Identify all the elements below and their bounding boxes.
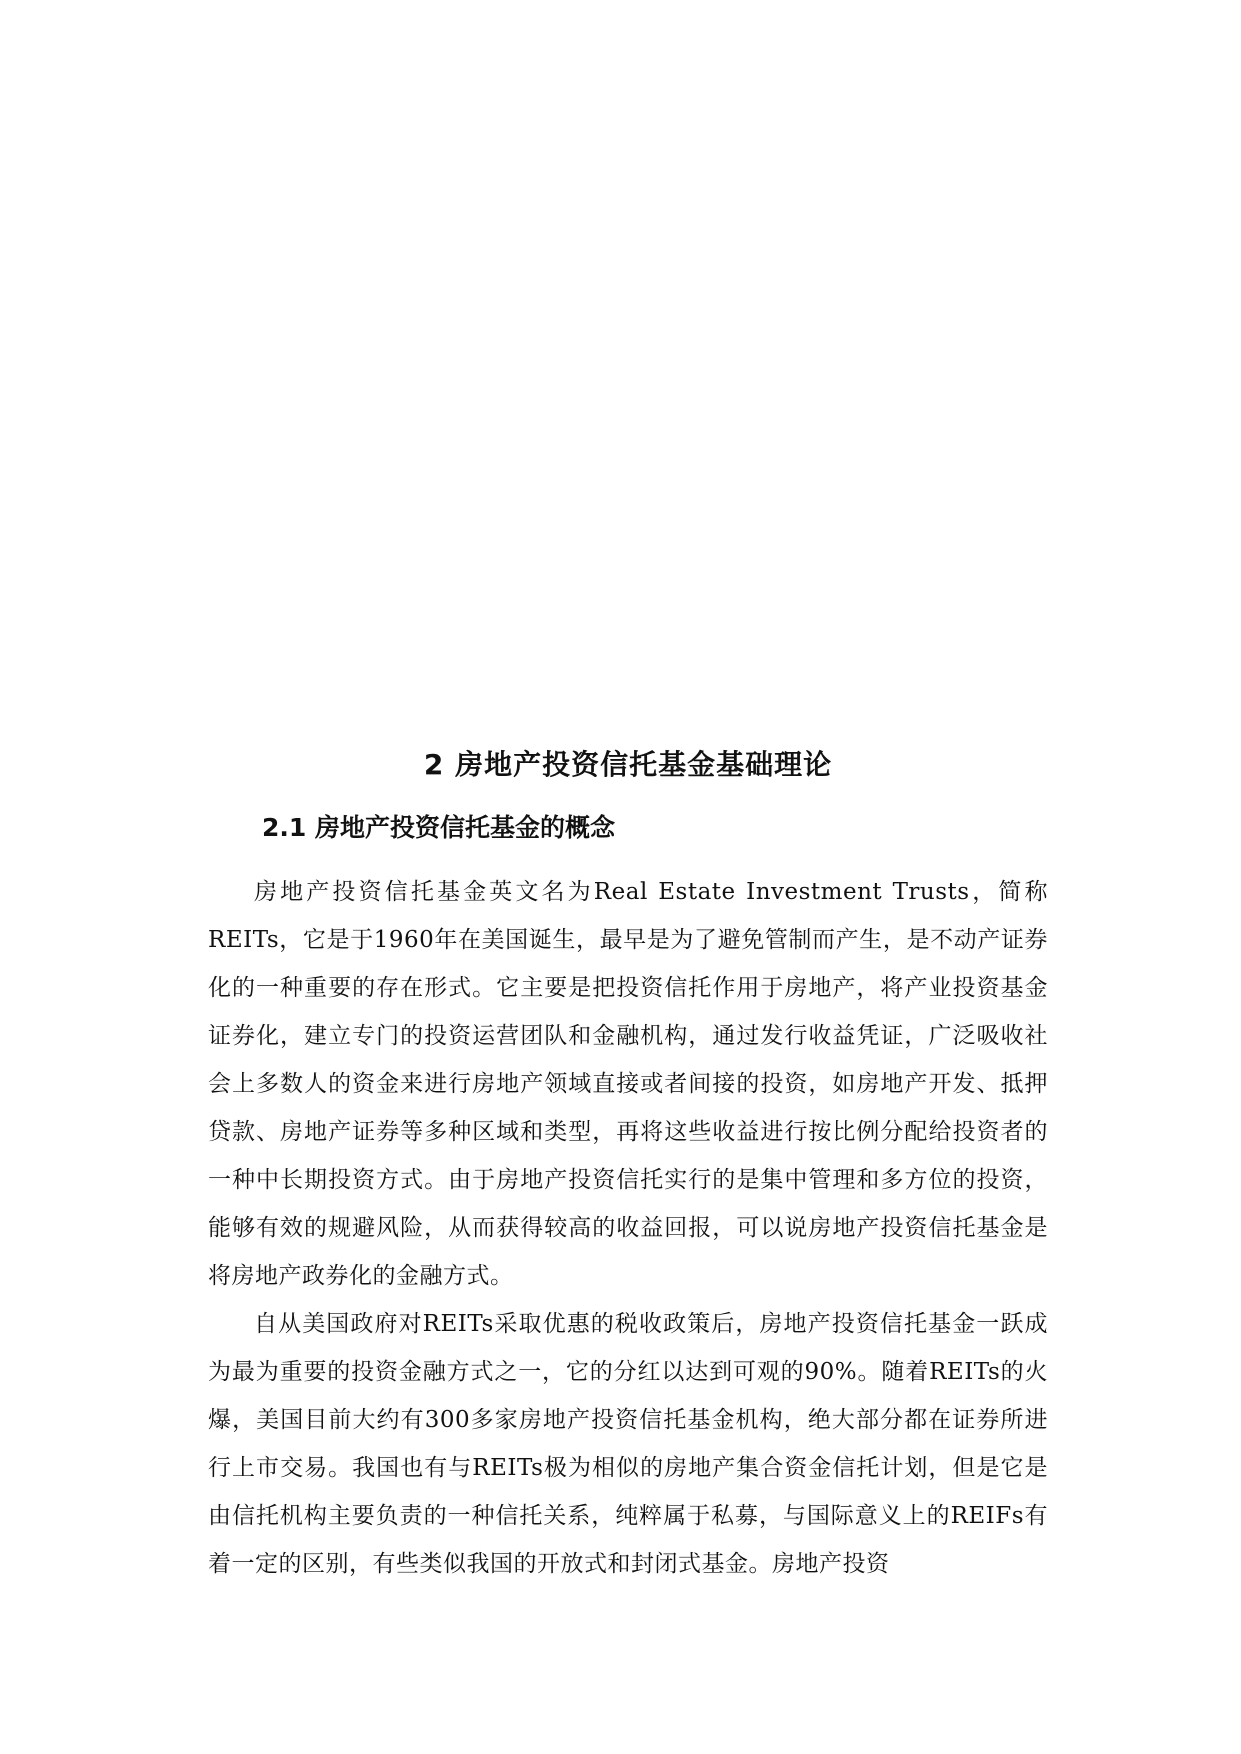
paragraph-reits-definition: 房地产投资信托基金英文名为Real Estate Investment Trusts，简称REITs，它是于1960年在美国诞生，最早是为了避免管制而产生，是不动产证券化的一种重要的存在形式。它主要是把投资信托作用于房地产，将产业投资基金证券化，建立专门的投资运营团队和金融机构，通过发行收益凭证，广泛吸收社会上多数人的资金来进行房地产领域直接或者间接的投资，如房地产开发、抵押贷款、房地产证券等多种区域和类型，再将这些收益进行按比例分配给投资者的一种中长期投资方式。由于房地产投资信托实行的是集中管理和多方位的投资，能够有效的规避风险，从而获得较高的收益回报，可以说房地产投资信托基金是将房地产政券化的金融方式。 (208, 879, 1048, 1289)
paragraph-reits-development: 自从美国政府对REITs采取优惠的税收政策后，房地产投资信托基金一跃成为最为重要的投资金融方式之一，它的分红以达到可观的90%。随着REITs的火爆，美国目前大约有300多家房地产投资信托基金机构，绝大部分都在证券所进行上市交易。我国也有与REITs极为相似的房地产集合资金信托计划，但是它是由信托机构主要负责的一种信托关系，纯粹属于私募，与国际意义上的REIFs有着一定的区别，有些类似我国的开放式和封闭式基金。房地产投资 (208, 1311, 1048, 1577)
body-text (208, 868, 1048, 1588)
section-title: 2.1 房地产投资信托基金的概念 (262, 813, 615, 842)
chapter-title: 2 房地产投资信托基金基础理论 (423, 748, 833, 781)
